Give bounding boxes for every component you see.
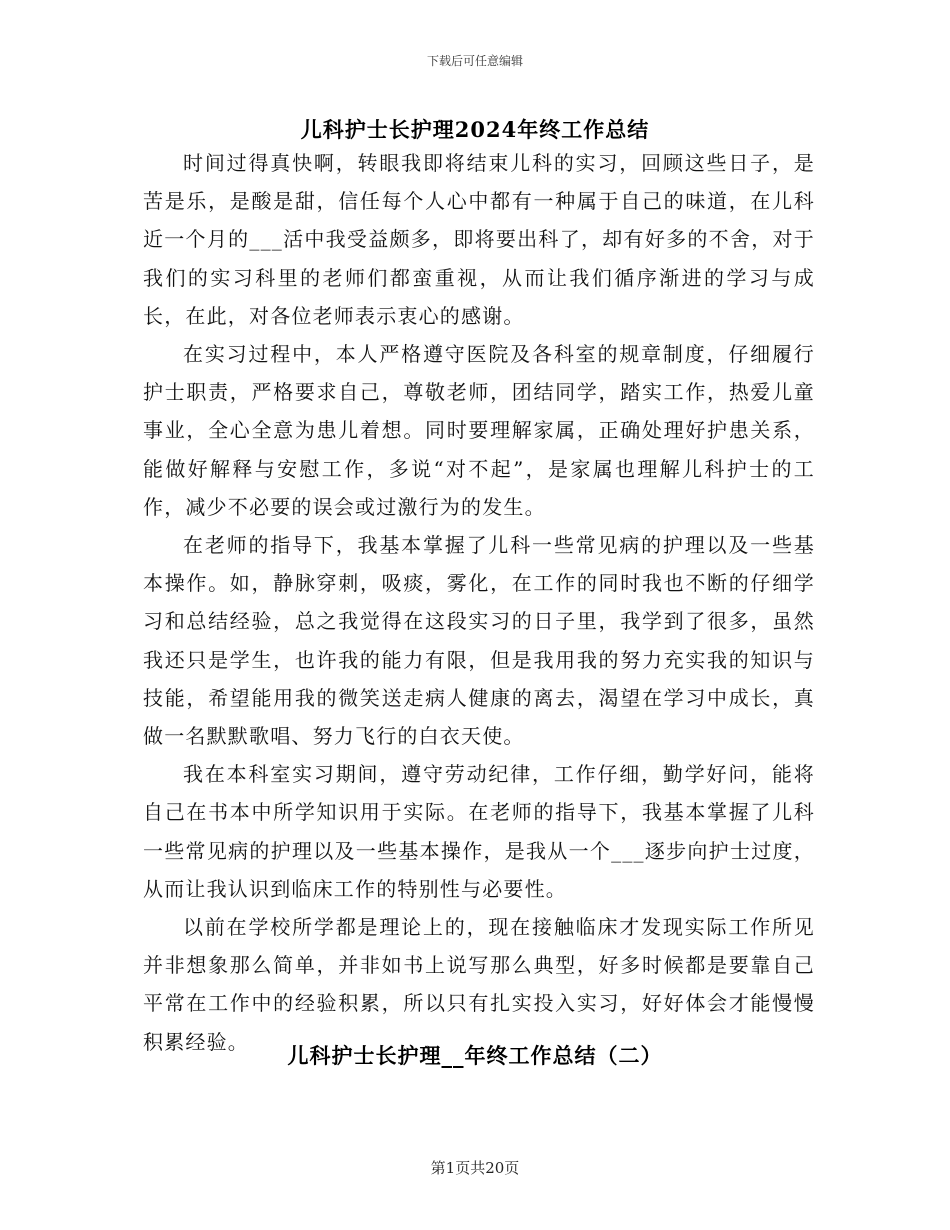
page-header: 下载后可任意编辑: [426, 54, 523, 68]
paragraph-2: 在实习过程中，本人严格遵守医院及各科室的规章制度，仔细履行护士职责，严格要求自己，尊敬老师，团结同学，踏实工作，热爱儿童事业，全心全意为患儿着想。同时要理解家属，正确处理好护患关系，能做好解释与安慰工作，多说“对不起”，是家属也理解儿科护士的工作，减少不必要的误会或过激行为的发生。: [143, 342, 815, 519]
page-footer: 第1页共20页: [430, 1159, 520, 1177]
paragraph-1: 时间过得真快啊，转眼我即将结束儿科的实习，回顾这些日子，是苦是乐，是酸是甜，信任每个人心中都有一种属于自己的味道，在儿科近一个月的___活中我受益颇多，即将要出科了，却有好多的不舍，对于我们的实习科里的老师们都蛮重视，从而让我们循序渐进的学习与成长，在此，对各位老师表示衷心的感谢。: [143, 151, 815, 328]
document-body: [143, 144, 815, 1061]
section-title: 儿科护士长护理__年终工作总结（二）: [287, 1043, 663, 1068]
paragraph-3: 在老师的指导下，我基本掌握了儿科一些常见病的护理以及一些基本操作。如，静脉穿刺，吸痰，雾化，在工作的同时我也不断的仔细学习和总结经验，总之我觉得在这段实习的日子里，我学到了很多，虽然我还只是学生，也许我的能力有限，但是我用我的努力充实我的知识与技能，希望能用我的微笑送走病人健康的离去，渴望在学习中成长，真做一名默默歌唱、努力飞行的白衣天使。: [143, 533, 815, 749]
paragraph-4: 我在本科室实习期间，遵守劳动纪律，工作仔细，勤学好问，能将自己在书本中所学知识用于实际。在老师的指导下，我基本掌握了儿科一些常见病的护理以及一些基本操作，是我从一个___逐步向护士过度，从而让我认识到临床工作的特别性与必要性。: [143, 762, 815, 901]
document-title: 儿科护士长护理2024年终工作总结: [300, 117, 650, 142]
paragraph-5: 以前在学校所学都是理论上的，现在接触临床才发现实际工作所见并非想象那么简单，并非如书上说写那么典型，好多时候都是要靠自己平常在工作中的经验积累，所以只有扎实投入实习，好好体会才能慢慢积累经验。: [143, 915, 815, 1054]
